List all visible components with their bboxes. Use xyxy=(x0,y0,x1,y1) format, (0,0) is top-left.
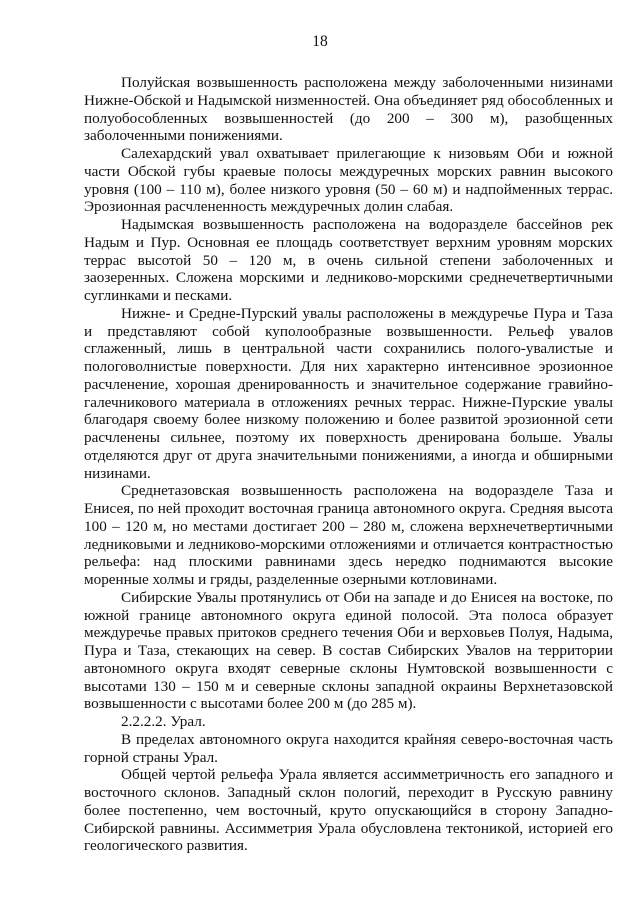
paragraph-nadym-upland: Надымская возвышенность расположена на водоразделе бассейнов рек Надым и Пур. Основная ее площадь соответствует верхним уровням морских террас высотой 50 – 120 м, в очень сильной степени заболоченных и заозеренных. Сложена морскими и ледниково-морскими среднечетвертичными суглинками и песками. xyxy=(84,216,613,304)
paragraph-ural-asymmetry: Общей чертой рельефа Урала является ассимметричность его западного и восточного склонов. Западный склон пологий, переходит в Русскую равнину более постепенно, чем восточный, круто опускающийся в сторону Западно-Сибирской равнины. Ассимметрия Урала обусловлена тектоникой, историей его геологического развития. xyxy=(84,766,613,855)
section-heading-ural: 2.2.2.2. Урал. xyxy=(121,713,206,730)
paragraph-srednetazov-upland: Среднетазовская возвышенность расположена на водоразделе Таза и Енисея, по ней проходит восточная граница автономного округа. Средняя высота 100 – 120 м, но местами достигает 200 – 280 м, сложена верхнечетвертичными ледниковыми и ледниково-морскими отложениями и отличается контрастностью рельефа: над плоскими равнинами здесь нередко поднимаются высокие моренные холмы и гряды, разделенные озерными котловинами. xyxy=(84,482,613,588)
body-text xyxy=(84,74,613,855)
paragraph-poluy-upland: Полуйская возвышенность расположена между заболоченными низинами Нижне-Обской и Надымской низменностей. Она объединяет ряд обособленных и полуобособленных возвышенностей (до 200 – 300 м), разобщенных заболоченными понижениями. xyxy=(84,74,613,145)
paragraph-siberian-ridges: Сибирские Увалы протянулись от Оби на западе и до Енисея на востоке, по южной границе автономного округа единой полосой. Эта полоса образует междуречье правых притоков среднего течения Оби и верховьев Полуя, Надыма, Пура и Таза, стекающих на север. В состав Сибирских Увалов на территории автономного округа входят северные склоны Нумтовской возвышенности с высотами 130 – 150 м и северные склоны западной окраины Верхнетазовской возвышенности с высотами более 200 м (до 285 м). xyxy=(84,588,613,713)
paragraph-salekhard-ridge: Салехардский увал охватывает прилегающие к низовьям Оби и южной части Обской губы краевые полосы междуречных морских равнин высокого уровня (100 – 110 м), более низкого уровня (50 – 60 м) и надпойменных террас. Эрозионная расчлененность междуречных долин слабая. xyxy=(84,145,613,216)
page-number: 18 xyxy=(312,33,328,50)
paragraph-ural-location: В пределах автономного округа находится крайняя северо-восточная часть горной страны Урал. xyxy=(84,730,613,766)
paragraph-pur-ridges: Нижне- и Средне-Пурский увалы расположены в междуречье Пура и Таза и представляют собой куполообразные возвышенности. Рельеф увалов сглаженный, лишь в центральной части сохранились полого-увалистые и пологоволнистые поверхности. Для них характерно интенсивное эрозионное расчленение, хорошая дренированность и значительное содержание гравийно-галечникового материала в отложениях речных террас. Нижне-Пурские увалы благодаря своему более низкому положению и более развитой эрозионной сети расчленены сильнее, поэтому их поверхность дренирована больше. Увалы отделяются друг от друга значительными понижениями, а иногда и обширными низинами. xyxy=(84,304,613,482)
